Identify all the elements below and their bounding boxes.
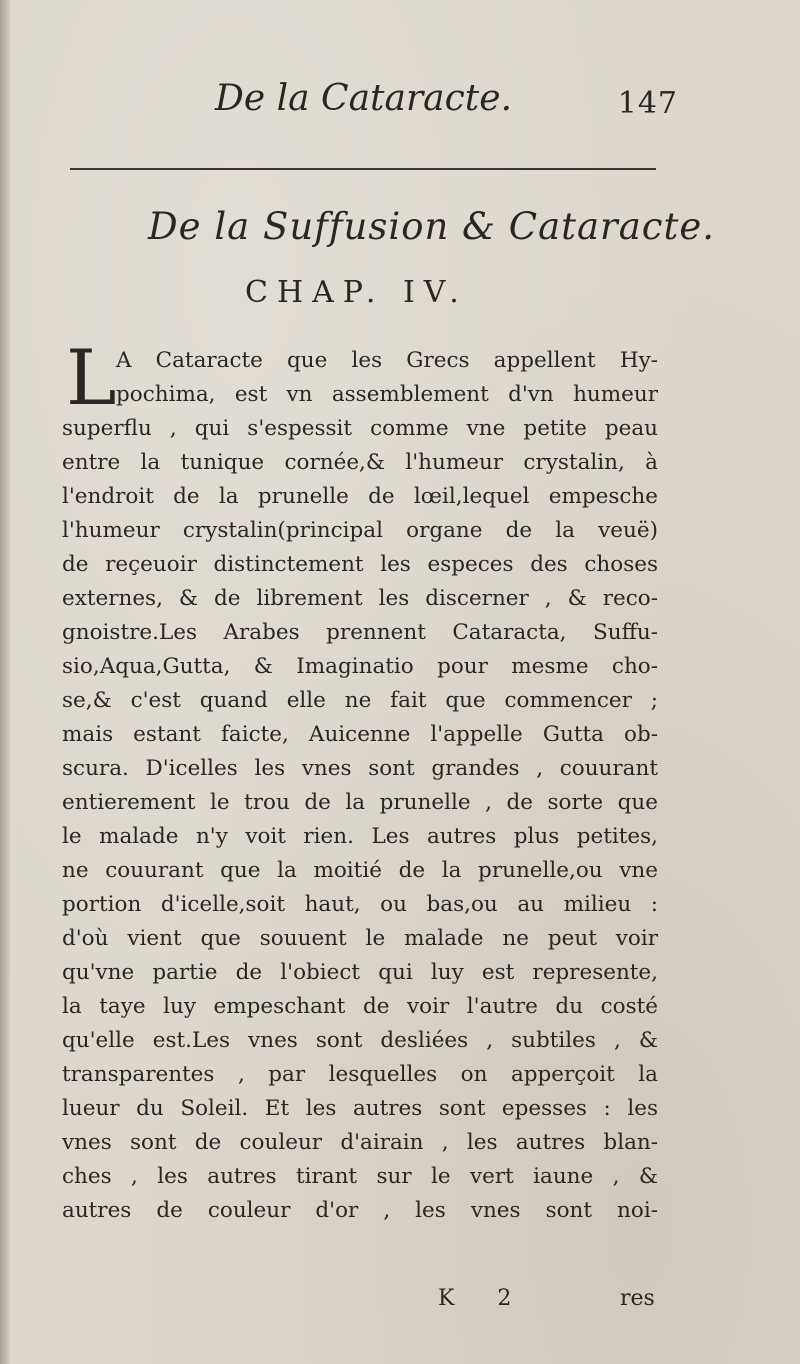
text-line: d'où vient que souuent le malade ne peut voir xyxy=(62,926,658,951)
text-line: se,& c'est quand elle ne fait que commencer ; xyxy=(62,688,658,713)
text-line: entre la tunique cornée,& l'humeur crystalin, à xyxy=(62,450,658,475)
catchword: res xyxy=(620,1286,655,1311)
text-line: vnes sont de couleur d'airain , les autres blan- xyxy=(62,1130,658,1155)
text-line: mais estant faicte, Auicenne l'appelle Gutta ob- xyxy=(62,722,658,747)
text-line: scura. D'icelles les vnes sont grandes , couurant xyxy=(62,756,658,781)
text-line: entierement le trou de la prunelle , de sorte que xyxy=(62,790,658,815)
chapter-heading: CHAP. IV. xyxy=(245,275,468,310)
text-line: l'humeur crystalin(principal organe de la veuë) xyxy=(62,518,658,543)
header-rule xyxy=(70,168,656,170)
text-line: ches , les autres tirant sur le vert iaune , & xyxy=(62,1164,658,1189)
body-text xyxy=(62,344,658,1228)
text-line: portion d'icelle,soit haut, ou bas,ou au milieu : xyxy=(62,892,658,917)
text-line: superflu , qui s'espessit comme vne petite peau xyxy=(62,416,658,441)
text-line: gnoistre.Les Arabes prennent Cataracta, Suffu- xyxy=(62,620,658,645)
text-line: la taye luy empeschant de voir l'autre du costé xyxy=(62,994,658,1019)
page-number: 147 xyxy=(617,86,678,121)
running-head xyxy=(0,78,800,138)
section-title: De la Suffusion & Cataracte. xyxy=(148,205,716,248)
text-line: transparentes , par lesquelles on apperçoit la xyxy=(62,1062,658,1087)
signature-mark: K 2 xyxy=(438,1286,530,1311)
text-line: le malade n'y voit rien. Les autres plus petites, xyxy=(62,824,658,849)
text-line: qu'vne partie de l'obiect qui luy est represente, xyxy=(62,960,658,985)
text-line: lueur du Soleil. Et les autres sont epesses : les xyxy=(62,1096,658,1121)
text-line: sio,Aqua,Gutta, & Imaginatio pour mesme cho- xyxy=(62,654,658,679)
drop-cap: L xyxy=(66,333,117,422)
text-line: de reçeuoir distinctement les especes des choses xyxy=(62,552,658,577)
page-gutter-edge xyxy=(0,0,10,1364)
text-line: qu'elle est.Les vnes sont desliées , subtiles , & xyxy=(62,1028,658,1053)
page-footer xyxy=(0,1286,800,1326)
text-line: A Cataracte que les Grecs appellent Hy- xyxy=(116,348,658,373)
text-line: pochima, est vn assemblement d'vn humeur xyxy=(116,382,658,407)
text-line: ne couurant que la moitié de la prunelle,ou vne xyxy=(62,858,658,883)
running-title: De la Cataracte. xyxy=(215,78,513,119)
text-line: externes, & de librement les discerner , & reco- xyxy=(62,586,658,611)
text-line: l'endroit de la prunelle de lœil,lequel empesche xyxy=(62,484,658,509)
text-line: autres de couleur d'or , les vnes sont noi- xyxy=(62,1198,658,1223)
